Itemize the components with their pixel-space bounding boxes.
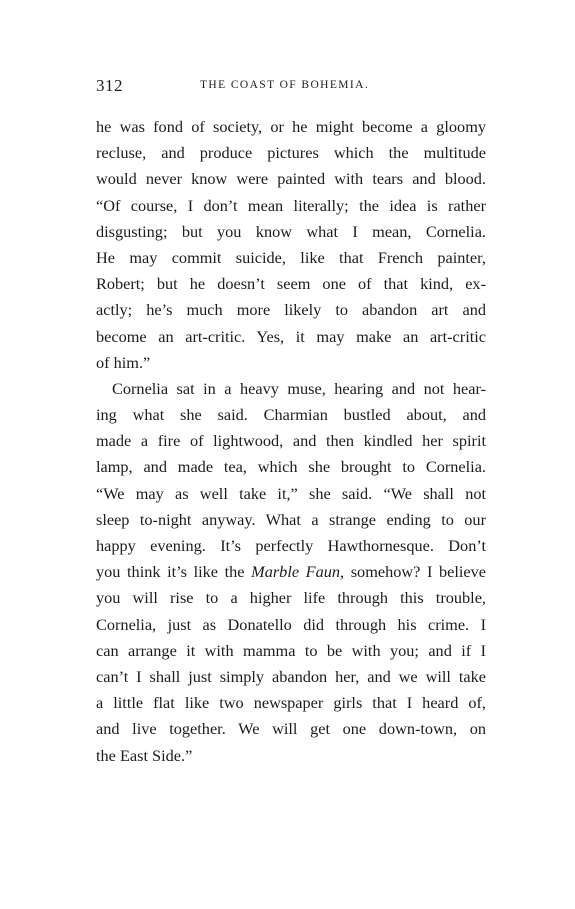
text-line: actly; he’s much more likely to abandon art and	[96, 300, 486, 320]
text-line: the East Side.”	[96, 745, 193, 765]
text-line: can arrange it with mamma to be with you; and if I	[96, 640, 486, 660]
text-line: become an art-critic. Yes, it may make an art-critic	[96, 326, 486, 346]
text-line: “We may as well take it,” she said. “We shall not	[96, 483, 486, 503]
text-line: recluse, and produce pictures which the multitude	[96, 143, 486, 163]
running-head	[96, 76, 486, 96]
text-line: you think it’s like the Marble Faun, somehow? I believe	[96, 562, 486, 582]
text-line: would never know were painted with tears and blood.	[96, 169, 486, 189]
text-line: Cornelia sat in a heavy muse, hearing and not hear-	[112, 378, 486, 398]
body-text	[96, 114, 486, 769]
text-line: He may commit suicide, like that French painter,	[96, 247, 486, 267]
paragraph	[96, 114, 486, 376]
text-line: can’t I shall just simply abandon her, and we will take	[96, 666, 486, 686]
text-line: sleep to-night anyway. What a strange ending to our	[96, 509, 486, 529]
text-line: disgusting; but you know what I mean, Cornelia.	[96, 221, 486, 241]
italic-title: Marble Faun	[251, 562, 341, 582]
text-line: “Of course, I don’t mean literally; the idea is rather	[96, 195, 486, 215]
text-line: you will rise to a higher life through this trouble,	[96, 588, 486, 608]
text-line: ing what she said. Charmian bustled about, and	[96, 405, 486, 425]
text-line: and live together. We will get one down-town, on	[96, 719, 486, 739]
text-line: a little flat like two newspaper girls that I heard of,	[96, 693, 486, 713]
text-line: of him.”	[96, 352, 151, 372]
page-number: 312	[96, 76, 123, 95]
text-line: happy evening. It’s perfectly Hawthornesque. Don’t	[96, 536, 486, 555]
text-line: Robert; but he doesn’t seem one of that kind, ex-	[96, 274, 486, 294]
text-line: lamp, and made tea, which she brought to Cornelia.	[96, 457, 486, 477]
running-title: THE COAST OF BOHEMIA.	[200, 79, 370, 91]
text-line: made a fire of lightwood, and then kindled her spirit	[96, 431, 486, 451]
text-line: he was fond of society, or he might become a gloomy	[96, 117, 486, 136]
text-line: Cornelia, just as Donatello did through his crime. I	[96, 614, 486, 634]
paragraph	[96, 376, 486, 769]
